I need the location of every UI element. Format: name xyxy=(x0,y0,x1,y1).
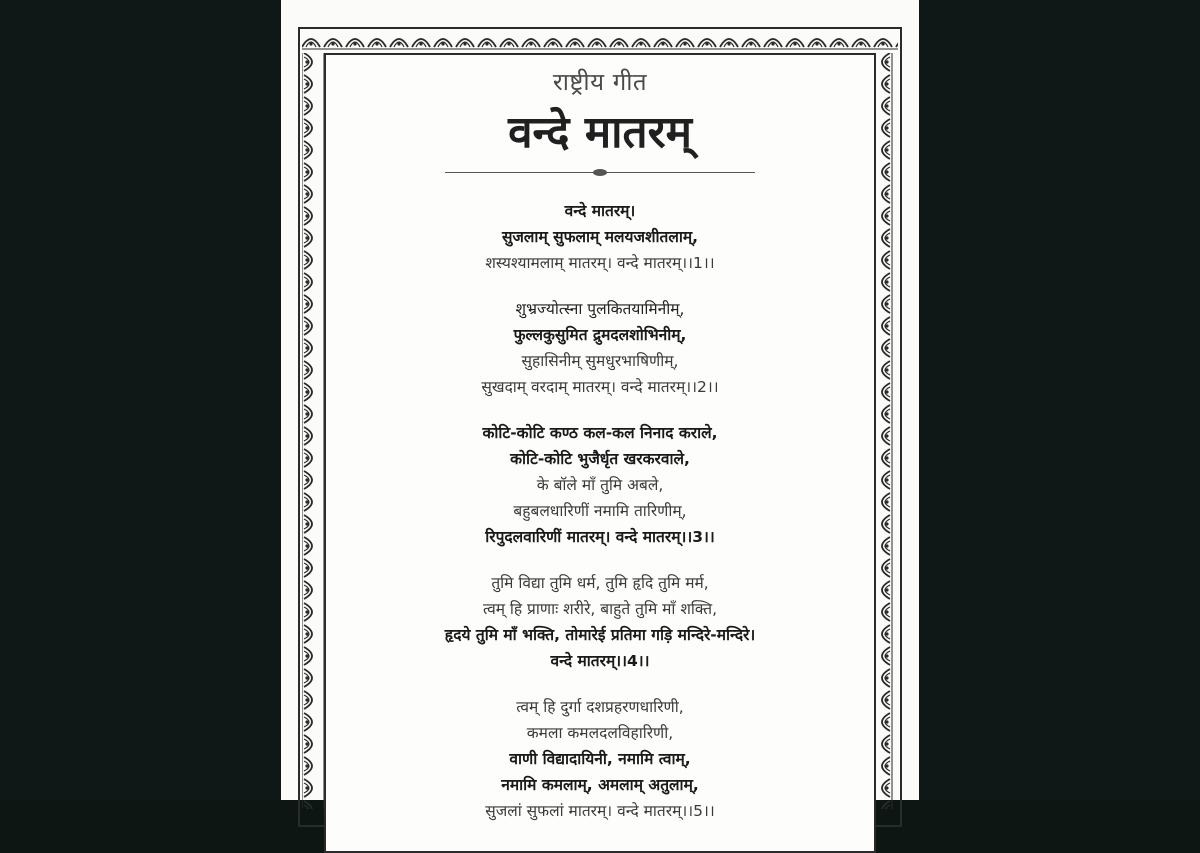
verse-line: बहुबलधारिणीं नमामि तारिणीम्, xyxy=(513,502,687,520)
verse-line: शस्यश्यामलाम् मातरम्। वन्दे मातरम्।।1।। xyxy=(485,254,715,272)
verse-line: नमामि कमलाम्, अमलाम् अतुलाम्, xyxy=(501,776,699,794)
verse-line: तुमि विद्या तुमि धर्म, तुमि हृदि तुमि मर्म, xyxy=(491,574,709,592)
left-dark-margin xyxy=(0,0,281,800)
verse-line: वाणी विद्यादायिनी, नमामि त्वाम्, xyxy=(509,750,691,768)
page-subtitle: राष्ट्रीय गीत xyxy=(552,68,648,96)
verse-line: त्वम् हि दुर्गा दशप्रहरणधारिणी, xyxy=(516,698,684,716)
title-divider xyxy=(445,168,755,178)
verse-line: त्वम् हि प्राणाः शरीरे, बाहुते तुमि माँ शक्ति, xyxy=(482,600,718,618)
verse-line: शुभ्रज्योत्स्ना पुलकितयामिनीम्, xyxy=(515,300,685,318)
verse-line: फुल्लकुसुमित द्रुमदलशोभिनीम्, xyxy=(513,326,687,344)
verse-line: रिपुदलवारिणीं मातरम्। वन्दे मातरम्।।3।। xyxy=(485,528,715,546)
right-dark-margin xyxy=(919,0,1200,800)
verse-line: वन्दे मातरम्।।4।। xyxy=(550,652,650,670)
stanza-3 xyxy=(326,420,874,550)
verse-line: सुजलां सुफलां मातरम्। वन्दे मातरम्।।5।। xyxy=(485,802,715,820)
stanza-4 xyxy=(326,570,874,674)
divider-ornament xyxy=(593,169,607,176)
verse-line: हृदये तुमि माँ भक्ति, तोमारेई प्रतिमा गड़ि मन्दिरे-मन्दिरे। xyxy=(444,626,756,644)
stanza-1 xyxy=(326,198,874,276)
page-title: वन्दे मातरम् xyxy=(508,107,692,158)
verse-line: सुहासिनीम् सुमधुरभाषिणीम्, xyxy=(521,352,679,370)
verse-line: सुखदाम् वरदाम् मातरम्। वन्दे मातरम्।।2।। xyxy=(481,378,719,396)
stanza-2 xyxy=(326,296,874,400)
verse-line: सुजलाम् सुफलाम् मलयजशीतलाम्, xyxy=(501,228,699,246)
verse-line: के बॉले माँ तुमि अबले, xyxy=(536,476,664,494)
printed-page xyxy=(281,0,919,820)
anthem-content xyxy=(326,55,874,824)
verse-line: कोटि-कोटि भुजैर्धृत खरकरवाले, xyxy=(510,450,690,468)
verse-line: कमला कमलदलविहारिणी, xyxy=(526,724,674,742)
verse-line: कोटि-कोटि कण्ठ कल-कल निनाद कराले, xyxy=(482,424,718,442)
stanza-5 xyxy=(326,694,874,824)
verse-line: वन्दे मातरम्। xyxy=(564,202,636,220)
